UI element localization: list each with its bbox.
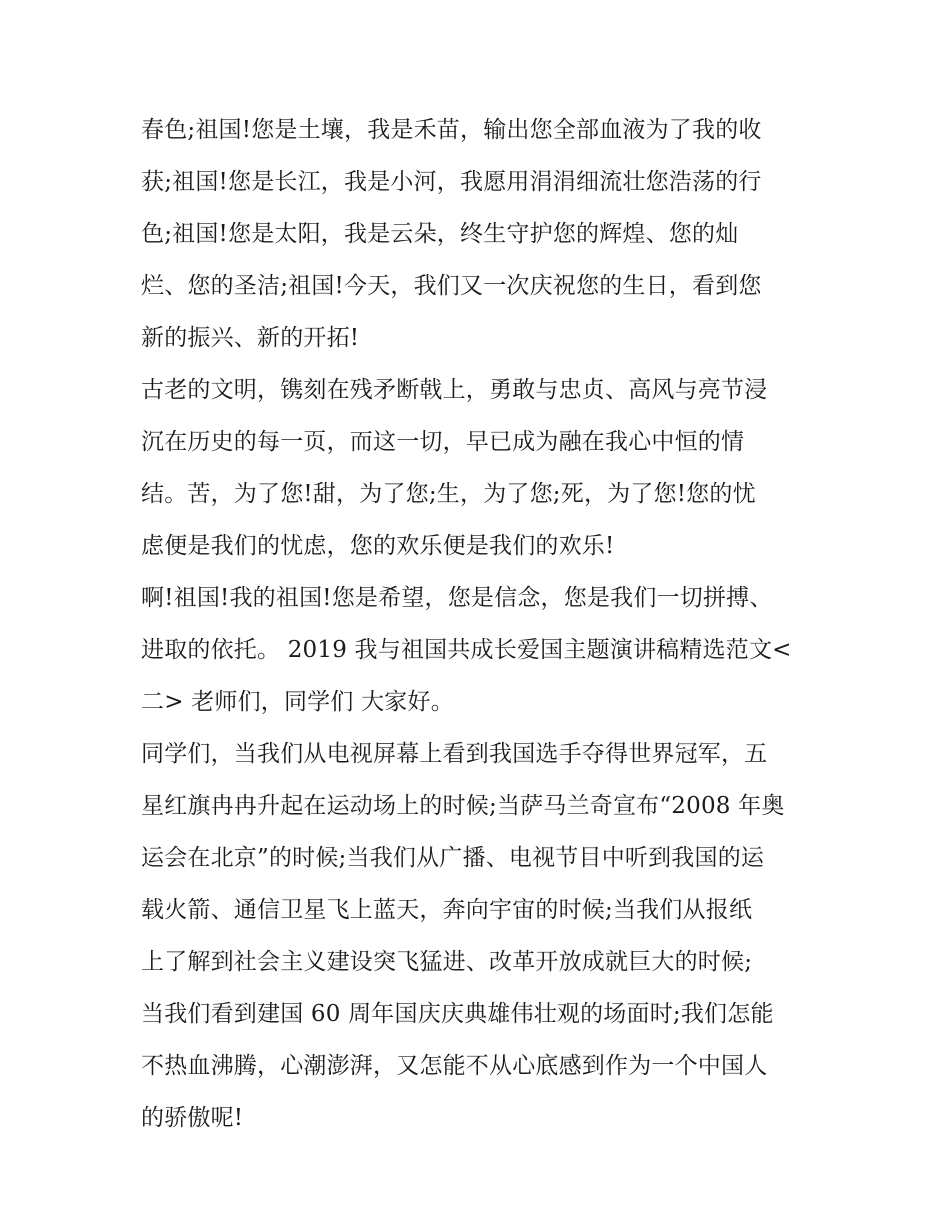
text-line: 不热血沸腾，心潮澎湃，又怎能不从心底感到作为一个中国人 — [141, 1053, 768, 1079]
text-line: 的骄傲呢! — [141, 1105, 244, 1131]
text-line: 进取的依托。 2019 我与祖国共成长爱国主题演讲稿精选范文< — [141, 637, 792, 663]
text-line: 上了解到社会主义建设突飞猛进、改革开放成就巨大的时候; — [141, 949, 753, 975]
text-line: 同学们，当我们从电视屏幕上看到我国选手夺得世界冠军，五 — [141, 741, 768, 767]
text-line: 古老的文明，镌刻在残矛断戟上，勇敢与忠贞、高风与亮节浸 — [141, 377, 768, 403]
text-line: 载火箭、通信卫星飞上蓝天，奔向宇宙的时候;当我们从报纸 — [141, 897, 753, 923]
text-line: 结。苦，为了您!甜，为了您;生，为了您;死，为了您!您的忧 — [141, 481, 756, 507]
text-line: 虑便是我们的忧虑，您的欢乐便是我们的欢乐! — [141, 533, 615, 559]
text-line: 烂、您的圣洁;祖国!今天，我们又一次庆祝您的生日，看到您 — [141, 273, 762, 299]
text-line: 啊!祖国!我的祖国!您是希望，您是信念，您是我们一切拼搏、 — [141, 585, 773, 611]
text-line: 二> 老师们，同学们 大家好。 — [141, 689, 454, 715]
text-line: 当我们看到建国 60 周年国庆庆典雄伟壮观的场面时;我们怎能 — [141, 1001, 774, 1027]
text-line: 运会在北京”的时候;当我们从广播、电视节目中听到我国的运 — [141, 845, 765, 871]
text-line: 星红旗冉冉升起在运动场上的时候;当萨马兰奇宣布“2008 年奥 — [141, 793, 785, 819]
text-line: 获;祖国!您是长江，我是小河，我愿用涓涓细流壮您浩荡的行 — [141, 169, 762, 195]
text-line: 新的振兴、新的开拓! — [141, 325, 360, 351]
text-line: 沉在历史的每一页，而这一切，早已成为融在我心中恒的情 — [141, 429, 745, 455]
text-line: 春色;祖国!您是土壤，我是禾苗，输出您全部血液为了我的收 — [141, 117, 762, 143]
text-line: 色;祖国!您是太阳，我是云朵，终生守护您的辉煌、您的灿 — [141, 221, 739, 247]
